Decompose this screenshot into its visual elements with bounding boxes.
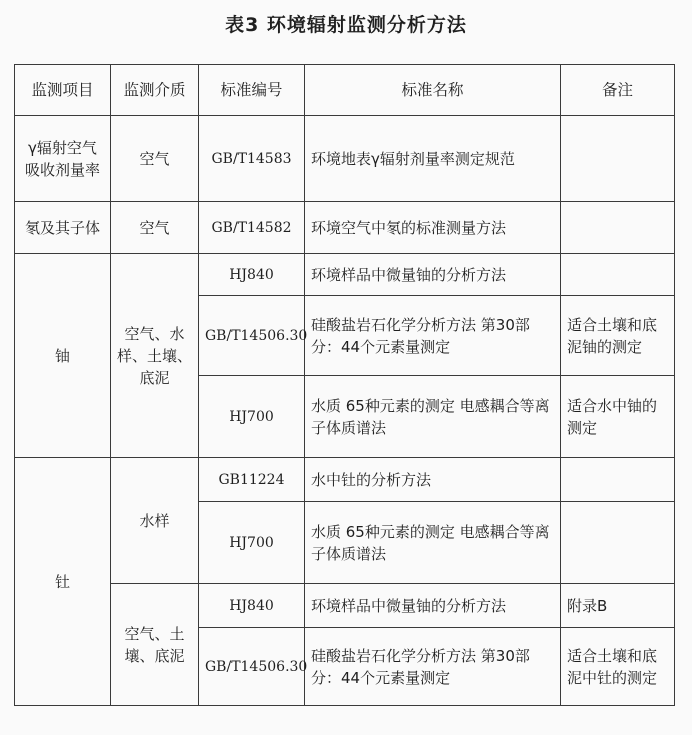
cell-code: GB/T14506.30	[199, 628, 305, 706]
header-code: 标准编号	[199, 65, 305, 116]
cell-note	[561, 202, 675, 254]
cell-code: GB11224	[199, 458, 305, 502]
cell-name: 水质 65种元素的测定 电感耦合等离子体质谱法	[305, 502, 561, 584]
cell-note	[561, 502, 675, 584]
table-row	[15, 116, 675, 202]
cell-code: HJ840	[199, 254, 305, 296]
methods-table	[14, 64, 675, 706]
table-title: 表3 环境辐射监测分析方法	[225, 14, 467, 36]
cell-code: HJ700	[199, 376, 305, 458]
table-row	[15, 458, 675, 502]
table-row	[15, 254, 675, 296]
cell-item: 钍	[15, 458, 111, 706]
cell-medium: 空气	[111, 202, 199, 254]
header-item: 监测项目	[15, 65, 111, 116]
cell-medium: 空气、土壤、底泥	[111, 584, 199, 706]
cell-name: 环境样品中微量铀的分析方法	[305, 584, 561, 628]
cell-medium: 空气、水样、土壤、底泥	[111, 254, 199, 458]
cell-note: 附录B	[561, 584, 675, 628]
cell-note: 适合土壤和底泥铀的测定	[561, 296, 675, 376]
cell-item: γ辐射空气吸收剂量率	[15, 116, 111, 202]
table-row	[15, 584, 675, 628]
cell-code: GB/T14583	[199, 116, 305, 202]
cell-name: 环境样品中微量铀的分析方法	[305, 254, 561, 296]
cell-medium: 水样	[111, 458, 199, 584]
cell-code: HJ840	[199, 584, 305, 628]
table-header-row	[15, 65, 675, 116]
cell-item: 铀	[15, 254, 111, 458]
cell-note: 适合土壤和底泥中钍的测定	[561, 628, 675, 706]
cell-code: HJ700	[199, 502, 305, 584]
cell-name: 水中钍的分析方法	[305, 458, 561, 502]
cell-code: GB/T14582	[199, 202, 305, 254]
table-row	[15, 202, 675, 254]
cell-name: 硅酸盐岩石化学分析方法 第30部分：44个元素量测定	[305, 628, 561, 706]
header-medium: 监测介质	[111, 65, 199, 116]
cell-note	[561, 254, 675, 296]
cell-note	[561, 458, 675, 502]
cell-name: 水质 65种元素的测定 电感耦合等离子体质谱法	[305, 376, 561, 458]
cell-note	[561, 116, 675, 202]
cell-note: 适合水中铀的测定	[561, 376, 675, 458]
cell-name: 硅酸盐岩石化学分析方法 第30部分：44个元素量测定	[305, 296, 561, 376]
cell-name: 环境空气中氡的标准测量方法	[305, 202, 561, 254]
cell-code: GB/T14506.30	[199, 296, 305, 376]
cell-medium: 空气	[111, 116, 199, 202]
cell-name: 环境地表γ辐射剂量率测定规范	[305, 116, 561, 202]
header-note: 备注	[561, 65, 675, 116]
cell-item: 氡及其子体	[15, 202, 111, 254]
header-name: 标准名称	[305, 65, 561, 116]
